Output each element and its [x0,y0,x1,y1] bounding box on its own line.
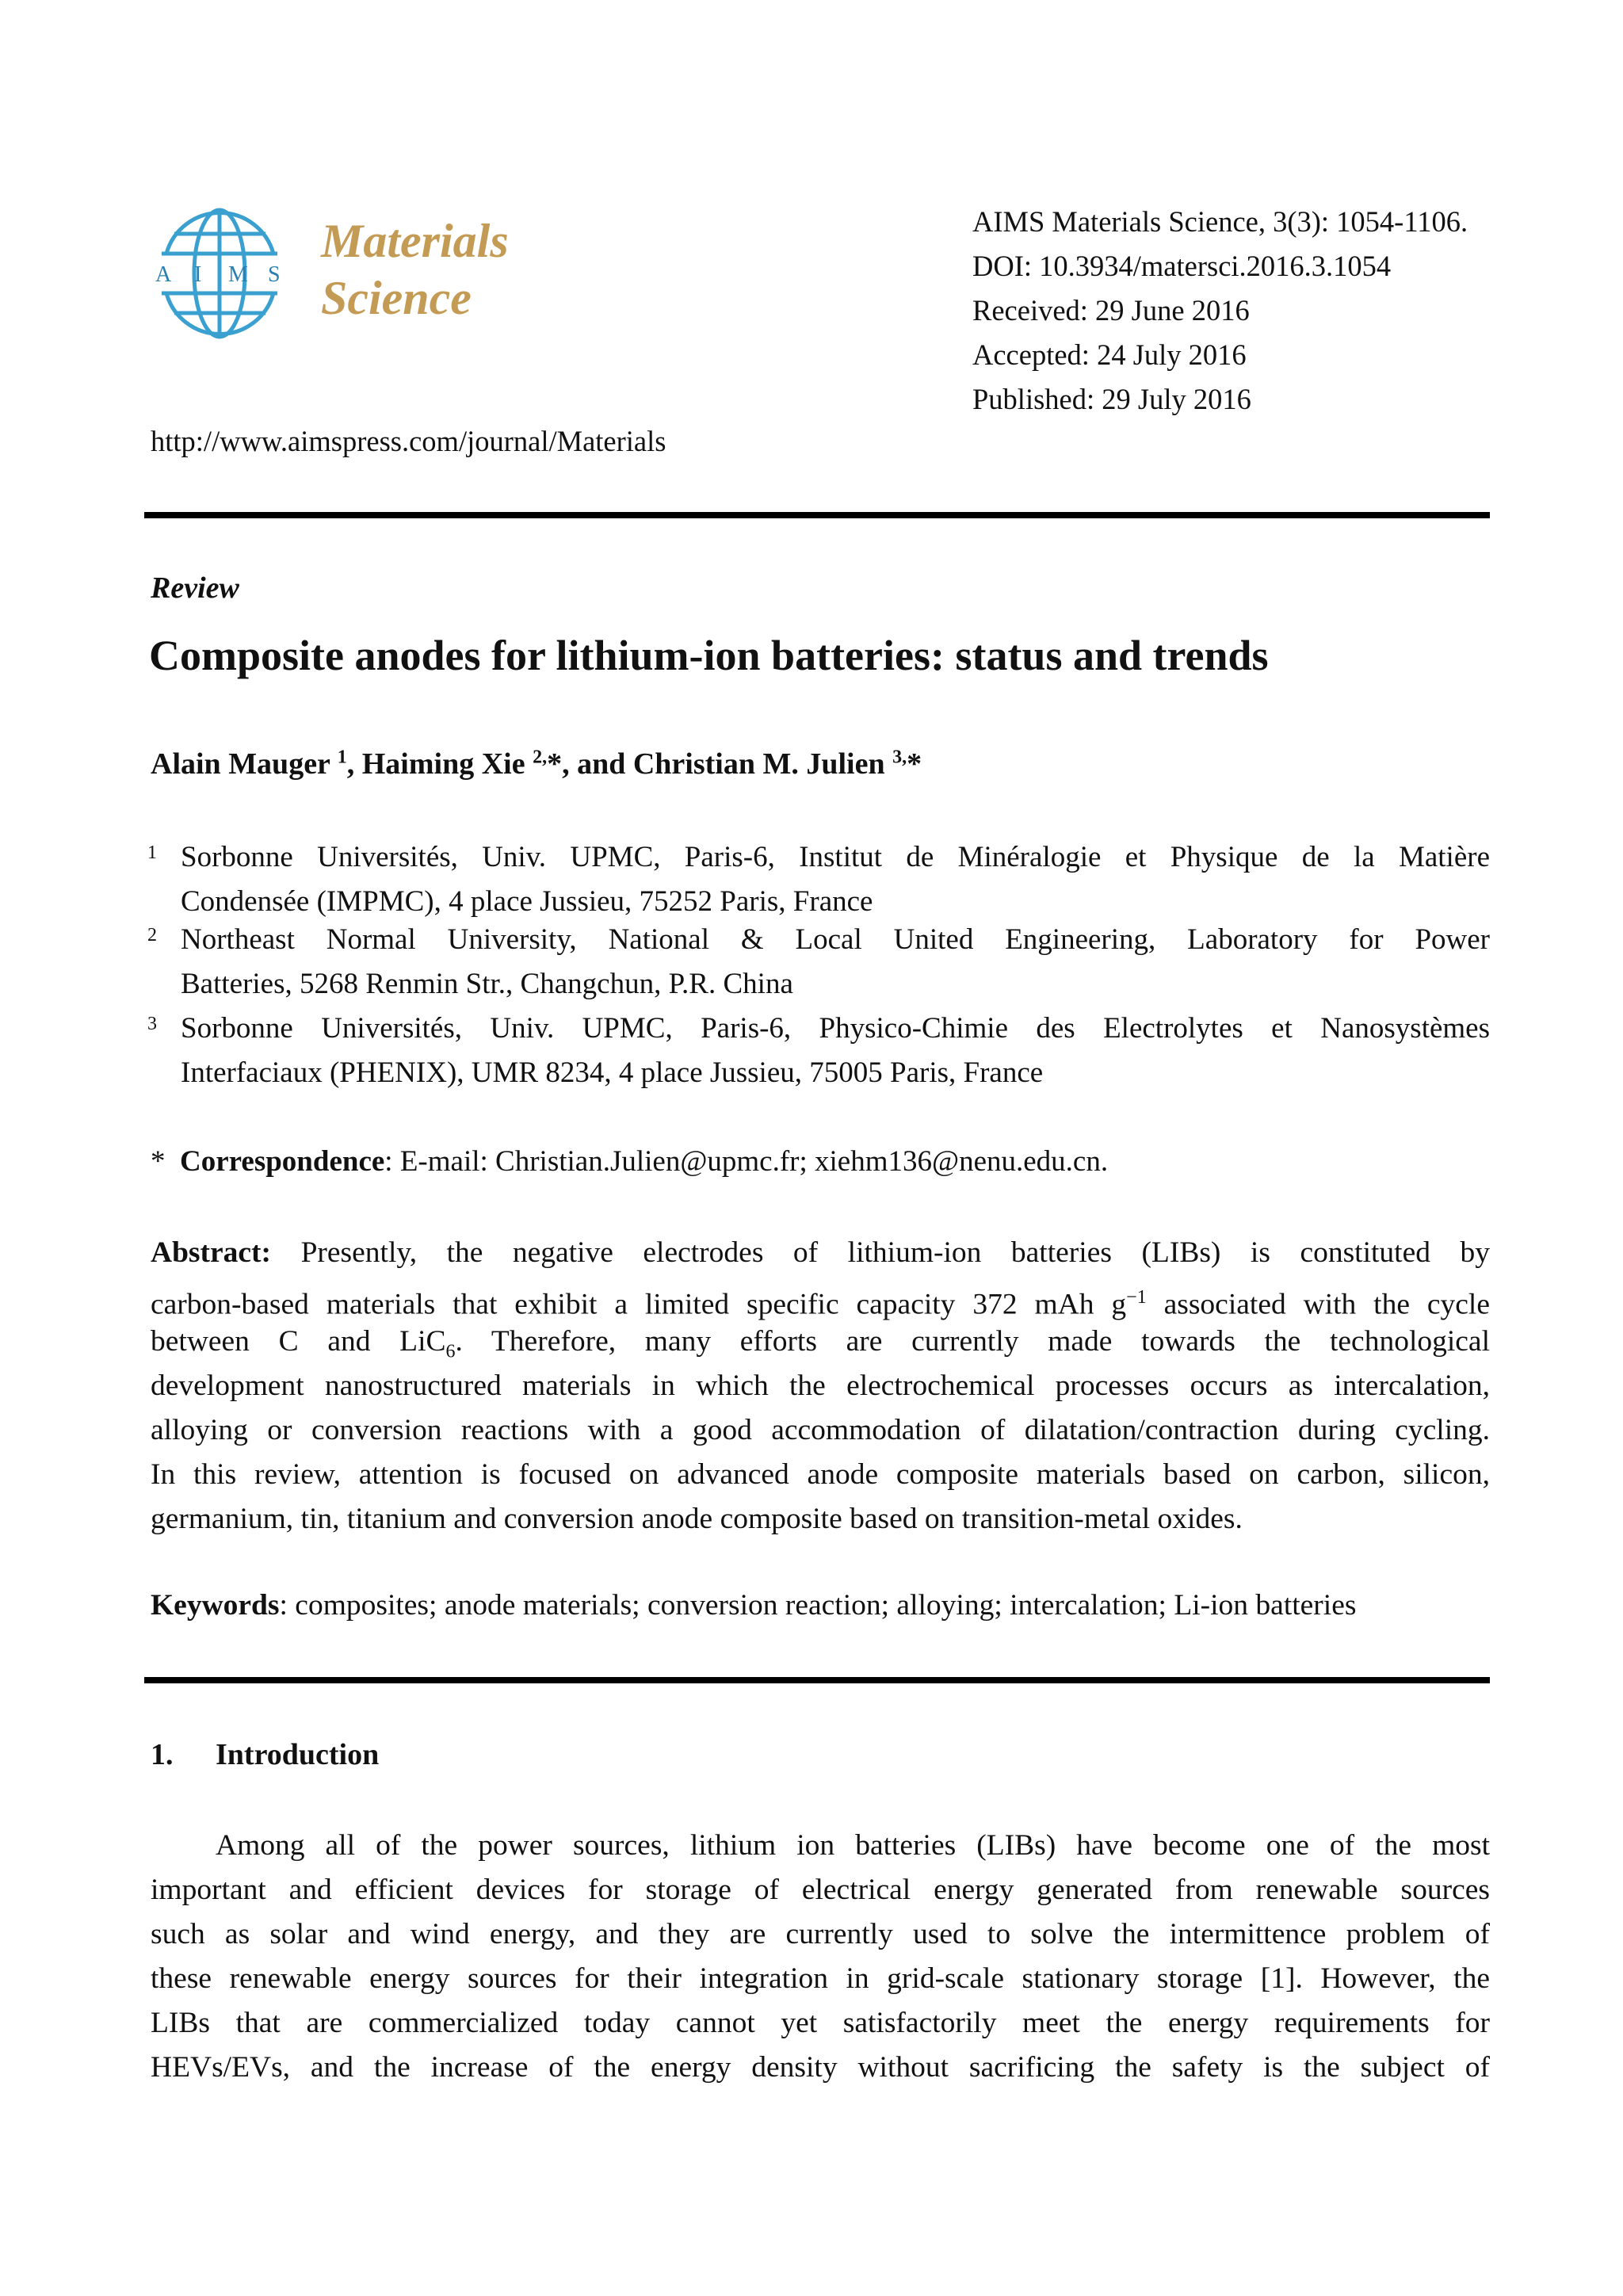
section-number: 1. [151,1738,174,1771]
correspondence-star: * [151,1145,166,1178]
affiliation-1 [147,835,1490,924]
author-affil-sup: 1 [337,747,347,768]
accepted-date: Accepted: 24 July 2016 [972,338,1247,371]
affiliation-line: Condensée (IMPMC), 4 place Jussieu, 75252 Paris, France [181,885,873,918]
affiliation-line: Interfaciaux (PHENIX), UMR 8234, 4 place Jussieu, 75005 Paris, France [181,1056,1044,1089]
article-metadata [972,200,1468,422]
keywords-label: Keywords [151,1589,280,1622]
affiliation-line: Sorbonne Universités, Univ. UPMC, Paris-6, Physico-Chimie des Electrolytes et Nanosystèmes [181,1012,1490,1045]
journal-name-line2: Science [321,272,472,324]
abstract: Abstract: Presently, the negative electrodes of lithium-ion batteries (LIBs) is constituted by carbon-based materials that exhibit a limited specific capacity 372 mAh $g^{-1}$ associated with the cycle between C and LiC$_6$. Therefore, many efforts are currently made towards the technological development nanostructured materials in which the electrochemical processes occurs as intercalation, alloying or conversion reactions with a good accommodation of dilatation/contraction during cycling. In this review, attention is focused on advanced anode composite materials based on carbon, silicon, germanium, tin, titanium and conversion anode composite based on transition-metal oxides. [151,1236,1491,1535]
abstract-label: Abstract: [151,1236,272,1269]
introduction-paragraph: Among all of the power sources, lithium ion batteries (LIBs) have become one of the most important and efficient devices for storage of electrical energy generated from renewable sources such as solar and wind energy, and they are currently used to solve the intermittence problem of these renewable energy sources for their integration in grid-scale stationary storage [1]. However, the LIBs that are commercialized today cannot yet satisfactorily meet the energy requirements for HEVs/EVs, and the increase of the energy density without sacrificing the safety is the subject of [151,1829,1490,2084]
author-name: Haiming Xie [361,747,525,781]
author-name: Christian M. Julien [632,747,885,781]
affiliation-number: 2 [147,925,157,946]
section-title: Introduction [216,1738,380,1771]
affiliation-2 [147,918,1490,1007]
keywords [151,1588,1356,1622]
affiliation-number: 3 [147,1014,157,1034]
aims-logo-globe-icon [151,198,289,349]
affiliation-number: 1 [147,842,157,863]
logo-letter-i: I [194,262,202,287]
top-rule [144,512,1490,518]
doi[interactable]: DOI: 10.3934/matersci.2016.3.1054 [972,250,1392,282]
author-affil-sup: 2, [533,747,548,768]
author-list: Alain Mauger $^1$, Haiming Xie $^{2,}$*, and Christian M. Julien $^{3,}$* [151,747,922,781]
correspondence-label: Correspondence [180,1145,385,1178]
published-date: Published: 29 July 2016 [972,383,1251,415]
section-heading [151,1737,379,1772]
affiliation-3 [147,1007,1490,1095]
logo-letter-s: S [268,262,281,287]
logo-letter-a: A [155,262,172,287]
article-type: Review [151,571,239,605]
affiliation-line: Sorbonne Universités, Univ. UPMC, Paris-6, Institut de Minéralogie et Physique de la Matière [181,841,1490,873]
received-date: Received: 29 June 2016 [972,294,1250,327]
correspondence-emails[interactable]: : E-mail: Christian.Julien@upmc.fr; xiehm136@nenu.edu.cn. [384,1145,1109,1178]
logo-letter-m: M [228,262,248,287]
affiliation-line: Northeast Normal University, National & Local United Engineering, Laboratory for Power [181,923,1490,956]
affiliation-line: Batteries, 5268 Renmin Str., Changchun, P.R. China [181,968,793,1000]
journal-url-link[interactable]: http://www.aimspress.com/journal/Materials [151,425,666,457]
author-name: Alain Mauger [151,747,330,781]
article-title: Composite anodes for lithium-ion batteries: status and trends [149,632,1269,679]
keywords-list: : composites; anode materials; conversion reaction; alloying; intercalation; Li-ion batteries [279,1589,1357,1622]
journal-name-line1: Materials [321,215,509,267]
bottom-rule [144,1677,1490,1683]
journal-name-logo [321,212,509,327]
citation: AIMS Materials Science, 3(3): 1054-1106. [972,205,1468,238]
author-affil-sup: 3, [892,747,907,768]
correspondence [151,1144,1108,1179]
